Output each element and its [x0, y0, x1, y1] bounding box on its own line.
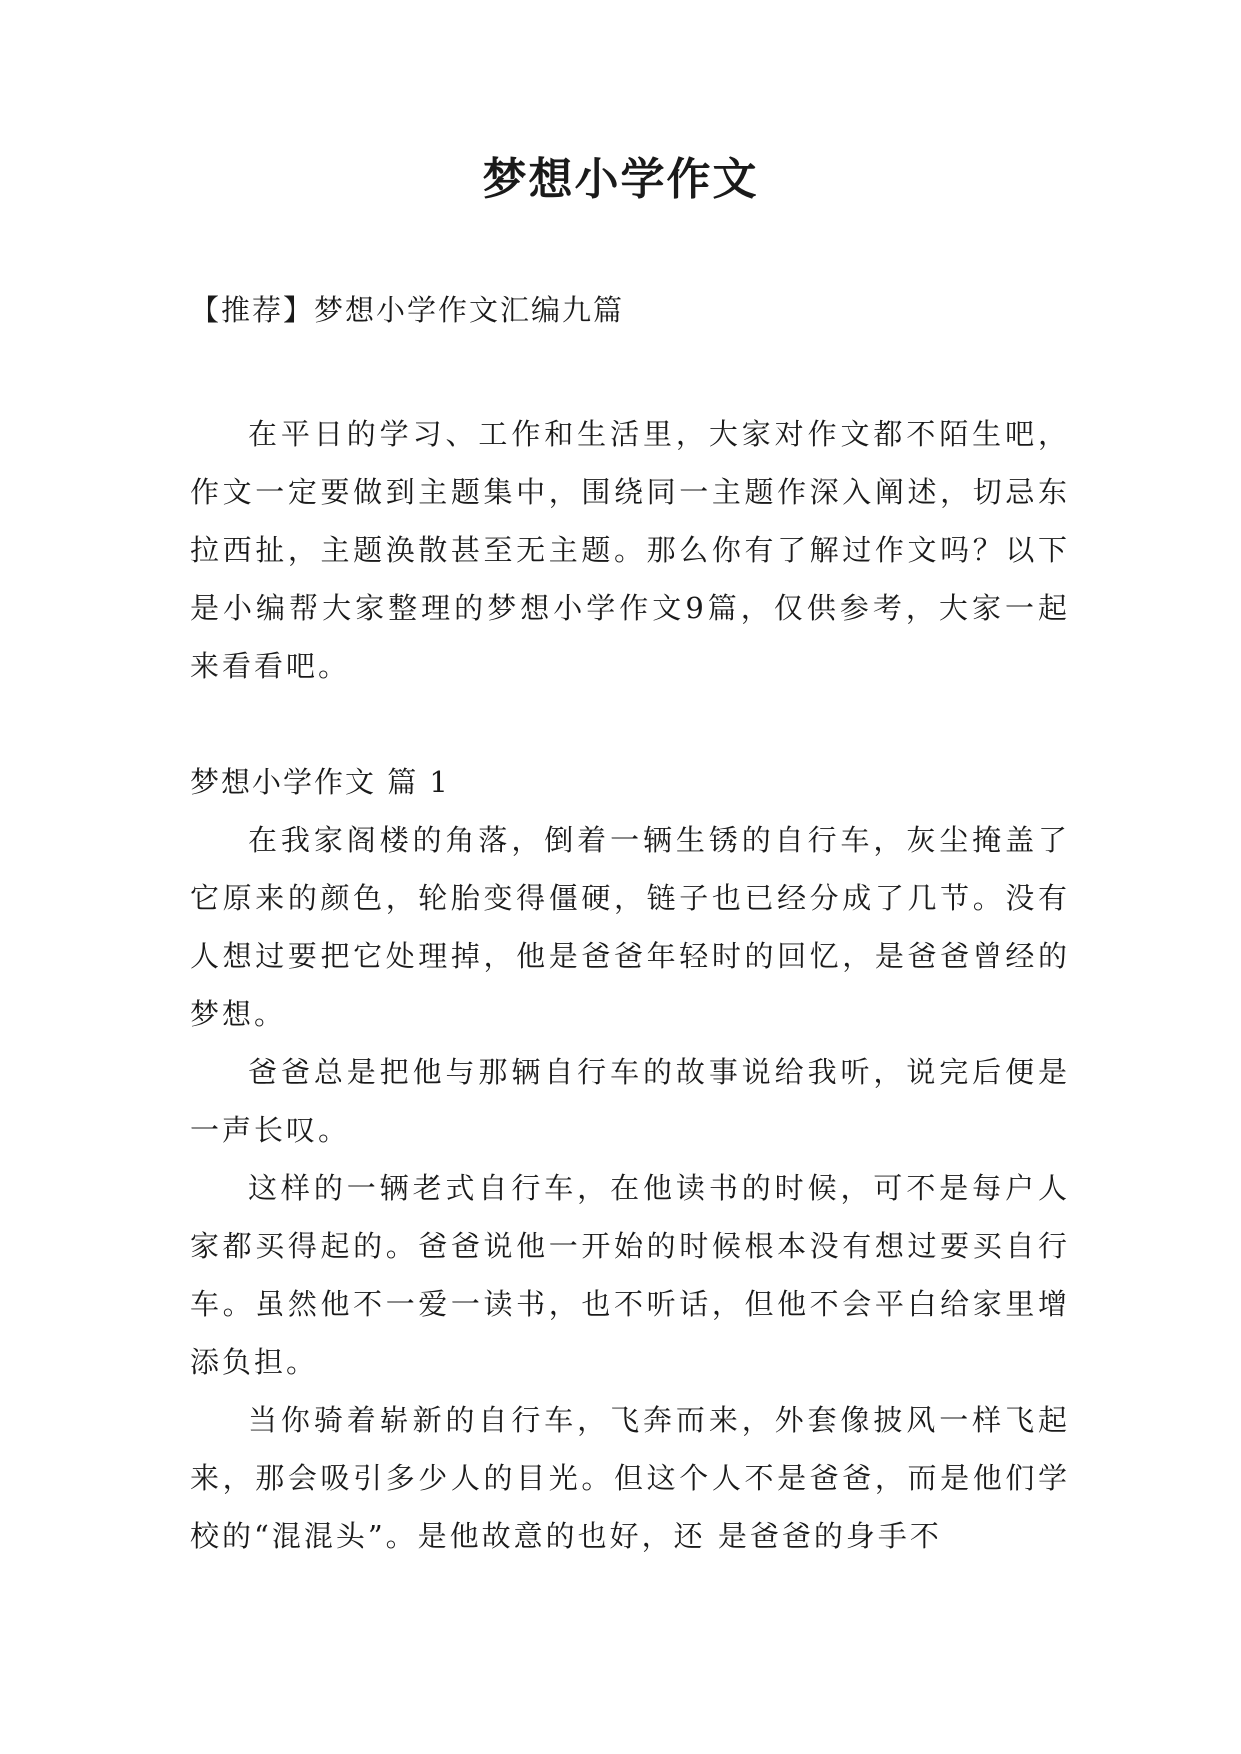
body-paragraph: 在我家阁楼的角落，倒着一辆生锈的自行车，灰尘掩盖了它原来的颜色，轮胎变得僵硬，链子也已经分成了几节。没有人想过要把它处理掉，他是爸爸年轻时的回忆，是爸爸曾经的梦想。 — [190, 823, 1070, 1031]
document-body — [190, 405, 1070, 1565]
intro-paragraph: 在平日的学习、工作和生活里，大家对作文都不陌生吧，作文一定要做到主题集中，围绕同一主题作深入阐述，切忌东拉西扯，主题涣散甚至无主题。那么你有了解过作文吗？以下是小编帮大家整理的梦想小学作文9篇，仅供参考，大家一起来看看吧。 — [190, 417, 1070, 683]
body-paragraph: 当你骑着崭新的自行车，飞奔而来，外套像披风一样飞起来，那会吸引多少人的目光。但这个人不是爸爸，而是他们学校的“混混头”。是他故意的也好，还 是爸爸的身手不 — [190, 1403, 1070, 1553]
section-heading: 梦想小学作文 篇 1 — [190, 765, 450, 799]
document-subtitle: 【推荐】梦想小学作文汇编九篇 — [190, 293, 625, 327]
document-title: 梦想小学作文 — [482, 154, 759, 205]
body-paragraph: 这样的一辆老式自行车，在他读书的时候，可不是每户人家都买得起的。爸爸说他一开始的时候根本没有想过要买自行车。虽然他不一爱一读书，也不听话，但他不会平白给家里增添负担。 — [190, 1171, 1070, 1379]
body-paragraph: 爸爸总是把他与那辆自行车的故事说给我听，说完后便是一声长叹。 — [190, 1055, 1070, 1147]
